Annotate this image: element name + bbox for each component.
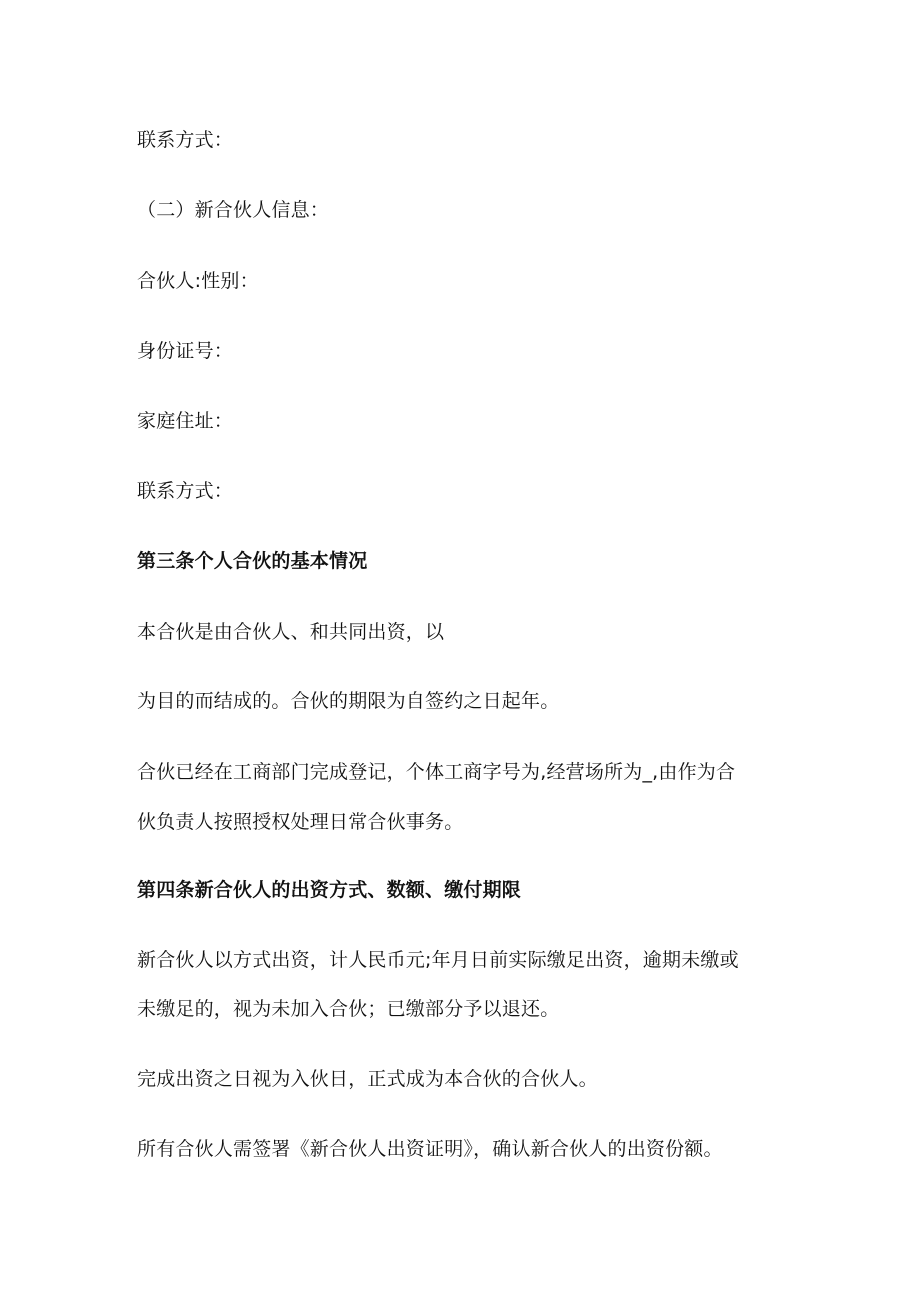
- new-partner-info-heading: （二）新合伙人信息：: [137, 199, 330, 221]
- contribution-paragraph-line-2: 未缴足的，视为未加入合伙；已缴部分予以退还。: [137, 998, 560, 1020]
- registration-paragraph-line-2: 伙负责人按照授权处理日常合伙事务。: [137, 811, 464, 833]
- entry-date-paragraph: 完成出资之日视为入伙日，正式成为本合伙的合伙人。: [137, 1068, 598, 1090]
- contact-line-1: 联系方式：: [137, 129, 234, 151]
- partnership-paragraph-line-1: 本合伙是由合伙人、和共同出资，以: [137, 621, 445, 643]
- article-three-heading: 第三条个人合伙的基本情况: [137, 550, 368, 572]
- certificate-paragraph: 所有合伙人需签署《新合伙人出资证明》，确认新合伙人的出资份额。: [137, 1138, 723, 1160]
- partner-gender-line: 合伙人:性别：: [137, 270, 259, 292]
- contact-line-2: 联系方式：: [137, 480, 234, 502]
- partnership-paragraph-line-2: 为目的而结成的。合伙的期限为自签约之日起年。: [137, 690, 560, 712]
- contribution-paragraph-line-1: 新合伙人以方式出资，计人民币元;年月日前实际缴足出资，逾期未缴或: [137, 949, 739, 971]
- registration-paragraph-line-1: 合伙已经在工商部门完成登记，个体工商字号为,经营场所为_,由作为合: [137, 761, 736, 783]
- id-number-line: 身份证号：: [137, 340, 234, 362]
- article-four-heading: 第四条新合伙人的出资方式、数额、缴付期限: [137, 879, 522, 901]
- home-address-line: 家庭住址：: [137, 410, 234, 432]
